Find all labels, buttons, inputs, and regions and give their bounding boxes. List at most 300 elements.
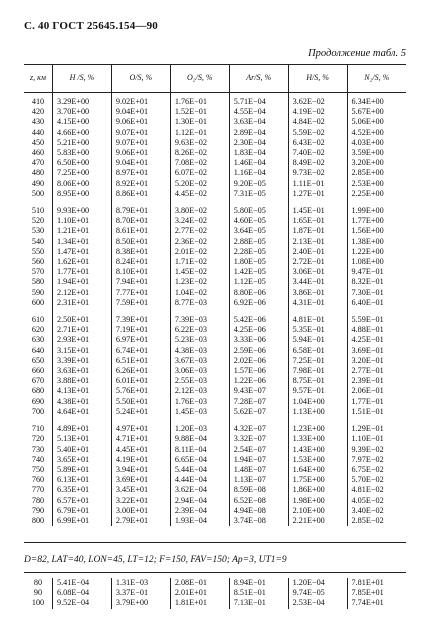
value-cell: 8.77E−03	[170, 298, 229, 308]
table-row	[24, 496, 406, 506]
value-cell: 2.28E−05	[229, 247, 288, 257]
altitude-cell: 760	[31, 475, 45, 485]
value-cell: 1.53E+00	[288, 455, 347, 465]
table-row	[24, 455, 406, 465]
table-bottom-rule	[24, 542, 406, 543]
altitude-cell: 690	[31, 396, 45, 406]
altitude-cell: 670	[31, 376, 45, 386]
value-cell: 2.53E+00	[347, 179, 406, 189]
sub-table-top-rule	[24, 572, 406, 573]
altitude-cell: 600	[31, 297, 45, 307]
value-cell: 1.13E+00	[288, 407, 347, 417]
altitude-cell: 420	[31, 107, 45, 117]
value-cell: 7.30E−01	[347, 288, 406, 298]
value-cell: 5.50E+01	[111, 397, 170, 407]
value-cell: 6.58E−01	[288, 346, 347, 356]
value-cell: 7.19E+01	[111, 325, 170, 335]
value-cell: 8.50E+01	[111, 237, 170, 247]
value-cell: 1.22E+00	[347, 247, 406, 257]
value-cell: 3.94E+01	[111, 465, 170, 475]
value-cell: 6.57E+01	[53, 496, 112, 506]
table-row	[24, 226, 406, 236]
altitude-cell: 740	[31, 454, 45, 464]
altitude-cell: 540	[31, 236, 45, 246]
table-row	[24, 445, 406, 455]
value-cell: 1.56E+00	[347, 226, 406, 236]
value-cell: 4.13E+01	[53, 386, 112, 396]
value-cell: 6.34E+00	[347, 93, 406, 108]
table-row	[24, 346, 406, 356]
table-row	[24, 128, 406, 138]
col-header: O/S, %	[111, 65, 170, 93]
value-cell: 4.25E−06	[229, 325, 288, 335]
value-cell: 1.21E+01	[53, 226, 112, 236]
value-cell: 1.48E−07	[229, 465, 288, 475]
value-cell: 5.13E+01	[53, 434, 112, 444]
value-cell: 6.43E−02	[288, 138, 347, 148]
altitude-cell: 550	[31, 246, 45, 256]
sub-table	[24, 578, 406, 609]
value-cell: 3.63E−04	[229, 117, 288, 127]
value-cell: 2.06E−01	[347, 386, 406, 396]
value-cell: 1.76E−03	[170, 397, 229, 407]
value-cell: 8.94E−01	[229, 578, 288, 588]
table-row	[24, 267, 406, 277]
value-cell: 1.81E+01	[170, 598, 229, 608]
altitude-cell: 100	[31, 598, 45, 608]
table-row	[24, 93, 406, 108]
value-cell: 6.51E+01	[111, 356, 170, 366]
value-cell: 1.76E−01	[170, 93, 229, 108]
altitude-cell: 720	[31, 434, 45, 444]
altitude-cell: 800	[31, 515, 45, 525]
table-row	[24, 288, 406, 298]
value-cell: 2.55E−03	[170, 376, 229, 386]
value-cell: 5.41E−04	[53, 578, 112, 588]
value-cell: 9.07E+01	[111, 138, 170, 148]
value-cell: 3.74E−08	[229, 516, 288, 526]
altitude-cell: 730	[31, 444, 45, 454]
altitude-cell: 780	[31, 495, 45, 505]
value-cell: 4.89E+01	[53, 417, 112, 434]
value-cell: 6.79E+01	[53, 506, 112, 516]
value-cell: 1.04E+00	[288, 397, 347, 407]
value-cell: 4.45E−02	[170, 189, 229, 199]
value-cell: 5.89E+01	[53, 465, 112, 475]
value-cell: 1.42E−05	[229, 267, 288, 277]
value-cell: 7.40E−02	[288, 148, 347, 158]
value-cell: 3.29E+00	[53, 93, 112, 108]
value-cell: 2.94E−04	[170, 496, 229, 506]
altitude-cell: 530	[31, 226, 45, 236]
value-cell: 1.52E−01	[170, 107, 229, 117]
altitude-cell: 510	[31, 206, 45, 216]
value-cell: 7.81E+01	[347, 578, 406, 588]
value-cell: 1.16E−04	[229, 168, 288, 178]
value-cell: 2.39E−01	[347, 376, 406, 386]
value-cell: 6.22E−03	[170, 325, 229, 335]
value-cell: 5.35E−01	[288, 325, 347, 335]
value-cell: 1.11E−01	[288, 179, 347, 189]
value-cell: 5.94E−01	[288, 335, 347, 345]
value-cell: 4.71E+01	[111, 434, 170, 444]
value-cell: 1.12E−01	[170, 128, 229, 138]
value-cell: 4.97E+01	[111, 417, 170, 434]
value-cell: 1.23E+00	[288, 417, 347, 434]
value-cell: 2.77E−01	[347, 366, 406, 376]
value-cell: 4.25E−01	[347, 335, 406, 345]
value-cell: 6.52E−08	[229, 496, 288, 506]
value-cell: 9.07E+01	[111, 128, 170, 138]
value-cell: 5.67E+00	[347, 107, 406, 117]
value-cell: 8.06E+00	[53, 179, 112, 189]
value-cell: 7.08E−02	[170, 158, 229, 168]
value-cell: 4.55E−04	[229, 107, 288, 117]
value-cell: 4.64E+01	[53, 407, 112, 417]
value-cell: 3.33E−06	[229, 335, 288, 345]
value-cell: 3.88E+01	[53, 376, 112, 386]
col-header: z, км	[24, 65, 53, 93]
altitude-cell: 430	[31, 117, 45, 127]
value-cell: 7.59E+01	[111, 298, 170, 308]
value-cell: 2.30E−04	[229, 138, 288, 148]
table-row	[24, 516, 406, 526]
table-row	[24, 158, 406, 168]
value-cell: 5.24E+01	[111, 407, 170, 417]
value-cell: 3.86E−01	[288, 288, 347, 298]
table-row	[24, 506, 406, 516]
table-row	[24, 216, 406, 226]
value-cell: 2.02E−06	[229, 356, 288, 366]
value-cell: 1.04E−02	[170, 288, 229, 298]
value-cell: 8.75E−01	[288, 376, 347, 386]
table-row	[24, 376, 406, 386]
value-cell: 1.22E−06	[229, 376, 288, 386]
table-header-row	[24, 65, 406, 93]
value-cell: 7.85E+01	[347, 588, 406, 598]
table-row	[24, 199, 406, 216]
value-cell: 2.77E−02	[170, 226, 229, 236]
value-cell: 2.21E+00	[288, 516, 347, 526]
value-cell: 8.49E−02	[288, 158, 347, 168]
value-cell: 7.77E+01	[111, 288, 170, 298]
value-cell: 5.76E+01	[111, 386, 170, 396]
value-cell: 2.31E+01	[53, 298, 112, 308]
value-cell: 9.43E−07	[229, 386, 288, 396]
value-cell: 4.31E−01	[288, 298, 347, 308]
value-cell: 1.77E+01	[53, 267, 112, 277]
value-cell: 5.83E+00	[53, 148, 112, 158]
altitude-cell: 590	[31, 287, 45, 297]
value-cell: 1.47E+01	[53, 247, 112, 257]
value-cell: 3.45E+01	[111, 485, 170, 495]
value-cell: 9.39E−02	[347, 445, 406, 455]
value-cell: 2.50E+01	[53, 308, 112, 325]
value-cell: 2.10E+00	[288, 506, 347, 516]
value-cell: 8.32E−01	[347, 277, 406, 287]
value-cell: 9.74E−05	[288, 588, 347, 598]
value-cell: 1.86E+00	[288, 485, 347, 495]
conditions-line: D=82, LAT=40, LON=45, LT=12; F=150, FAV=150; Ap=3, UT1=9	[24, 555, 287, 565]
value-cell: 8.61E+01	[111, 226, 170, 236]
value-cell: 3.39E+01	[53, 356, 112, 366]
value-cell: 1.43E+00	[288, 445, 347, 455]
value-cell: 3.37E−01	[111, 588, 170, 598]
value-cell: 1.13E−07	[229, 475, 288, 485]
value-cell: 3.80E−02	[170, 199, 229, 216]
value-cell: 8.59E−08	[229, 485, 288, 495]
value-cell: 9.47E−01	[347, 267, 406, 277]
table-row	[24, 485, 406, 495]
value-cell: 4.38E+01	[53, 397, 112, 407]
value-cell: 4.88E−01	[347, 325, 406, 335]
altitude-cell: 700	[31, 406, 45, 416]
table-row	[24, 148, 406, 158]
value-cell: 1.08E+00	[347, 257, 406, 267]
value-cell: 2.88E−05	[229, 237, 288, 247]
value-cell: 3.70E+00	[53, 107, 112, 117]
value-cell: 5.59E−02	[288, 128, 347, 138]
table-row	[24, 308, 406, 325]
value-cell: 1.20E−03	[170, 417, 229, 434]
value-cell: 1.45E−01	[288, 199, 347, 216]
value-cell: 1.20E−04	[288, 578, 347, 588]
table-row	[24, 247, 406, 257]
value-cell: 3.62E−04	[170, 485, 229, 495]
value-cell: 3.06E−01	[288, 267, 347, 277]
value-cell: 2.08E−01	[170, 578, 229, 588]
data-table	[24, 64, 406, 526]
table-row	[24, 465, 406, 475]
value-cell: 4.44E−04	[170, 475, 229, 485]
value-cell: 3.69E+01	[111, 475, 170, 485]
value-cell: 3.64E−05	[229, 226, 288, 236]
value-cell: 1.87E−01	[288, 226, 347, 236]
value-cell: 9.20E−05	[229, 179, 288, 189]
altitude-cell: 520	[31, 216, 45, 226]
value-cell: 8.10E+01	[111, 267, 170, 277]
value-cell: 4.60E−05	[229, 216, 288, 226]
altitude-cell: 770	[31, 485, 45, 495]
value-cell: 1.75E+00	[288, 475, 347, 485]
value-cell: 5.23E−03	[170, 335, 229, 345]
value-cell: 9.88E−04	[170, 434, 229, 444]
value-cell: 5.59E−01	[347, 308, 406, 325]
value-cell: 7.25E−01	[288, 356, 347, 366]
value-cell: 3.00E+01	[111, 506, 170, 516]
value-cell: 3.20E−01	[347, 356, 406, 366]
value-cell: 7.31E−05	[229, 189, 288, 199]
value-cell: 4.81E−02	[347, 485, 406, 495]
value-cell: 1.77E−01	[347, 397, 406, 407]
table-row	[24, 397, 406, 407]
table-row	[24, 277, 406, 287]
value-cell: 9.04E+01	[111, 158, 170, 168]
value-cell: 5.06E+00	[347, 117, 406, 127]
value-cell: 5.62E−07	[229, 407, 288, 417]
value-cell: 4.03E+00	[347, 138, 406, 148]
altitude-cell: 560	[31, 257, 45, 267]
altitude-cell: 440	[31, 127, 45, 137]
altitude-cell: 620	[31, 325, 45, 335]
table-row	[24, 189, 406, 199]
table-row	[24, 117, 406, 127]
altitude-cell: 750	[31, 464, 45, 474]
value-cell: 7.39E−03	[170, 308, 229, 325]
value-cell: 9.63E−02	[170, 138, 229, 148]
value-cell: 4.19E+01	[111, 455, 170, 465]
value-cell: 1.33E+00	[288, 434, 347, 444]
table-row	[24, 138, 406, 148]
altitude-cell: 630	[31, 335, 45, 345]
altitude-cell: 710	[31, 424, 45, 434]
altitude-cell: 450	[31, 137, 45, 147]
altitude-cell: 580	[31, 277, 45, 287]
col-header: Ar/S, %	[229, 65, 288, 93]
value-cell: 1.30E−01	[170, 117, 229, 127]
value-cell: 1.12E−05	[229, 277, 288, 287]
value-cell: 5.42E−06	[229, 308, 288, 325]
value-cell: 6.97E+01	[111, 335, 170, 345]
value-cell: 3.62E−02	[288, 93, 347, 108]
value-cell: 6.08E−04	[53, 588, 112, 598]
table-row	[24, 386, 406, 396]
value-cell: 3.65E+01	[53, 455, 112, 465]
value-cell: 4.52E+00	[347, 128, 406, 138]
table-row	[24, 434, 406, 444]
value-cell: 1.45E−02	[170, 267, 229, 277]
table-row	[24, 598, 406, 608]
value-cell: 8.97E+01	[111, 168, 170, 178]
altitude-cell: 790	[31, 505, 45, 515]
value-cell: 8.11E−04	[170, 445, 229, 455]
value-cell: 3.20E+00	[347, 158, 406, 168]
altitude-cell: 480	[31, 168, 45, 178]
altitude-cell: 80	[33, 578, 43, 587]
value-cell: 1.10E−01	[347, 434, 406, 444]
table-row	[24, 407, 406, 417]
value-cell: 3.22E+01	[111, 496, 170, 506]
value-cell: 8.86E+01	[111, 189, 170, 199]
value-cell: 6.65E−04	[170, 455, 229, 465]
table-row	[24, 179, 406, 189]
value-cell: 3.63E+01	[53, 366, 112, 376]
table-row	[24, 168, 406, 178]
value-cell: 1.99E+00	[347, 199, 406, 216]
value-cell: 8.51E−01	[229, 588, 288, 598]
value-cell: 2.36E−02	[170, 237, 229, 247]
value-cell: 4.15E+00	[53, 117, 112, 127]
value-cell: 6.99E+01	[53, 516, 112, 526]
page-header: С. 40 ГОСТ 25645.154—90	[24, 20, 158, 32]
altitude-cell: 650	[31, 355, 45, 365]
value-cell: 3.44E−01	[288, 277, 347, 287]
value-cell: 2.13E−01	[288, 237, 347, 247]
value-cell: 2.54E−07	[229, 445, 288, 455]
value-cell: 3.15E+01	[53, 346, 112, 356]
value-cell: 1.64E+00	[288, 465, 347, 475]
value-cell: 4.19E−02	[288, 107, 347, 117]
value-cell: 3.59E+00	[347, 148, 406, 158]
table-row	[24, 298, 406, 308]
value-cell: 7.94E+01	[111, 277, 170, 287]
value-cell: 3.69E−01	[347, 346, 406, 356]
value-cell: 9.57E−01	[288, 386, 347, 396]
table-row	[24, 237, 406, 247]
value-cell: 4.94E−08	[229, 506, 288, 516]
value-cell: 1.45E−03	[170, 407, 229, 417]
altitude-cell: 660	[31, 366, 45, 376]
value-cell: 4.05E−02	[347, 496, 406, 506]
value-cell: 3.32E−07	[229, 434, 288, 444]
value-cell: 3.79E+00	[111, 598, 170, 608]
value-cell: 4.32E−07	[229, 417, 288, 434]
value-cell: 1.51E−01	[347, 407, 406, 417]
value-cell: 2.93E+01	[53, 335, 112, 345]
col-header: H /S, %	[53, 65, 112, 93]
value-cell: 8.92E+01	[111, 179, 170, 189]
value-cell: 3.24E−02	[170, 216, 229, 226]
value-cell: 2.01E+01	[170, 588, 229, 598]
value-cell: 9.06E+01	[111, 148, 170, 158]
col-header: H/S, %	[288, 65, 347, 93]
value-cell: 2.12E+01	[53, 288, 112, 298]
value-cell: 6.01E+01	[111, 376, 170, 386]
col-header: O₂/S, %	[170, 65, 229, 93]
value-cell: 6.75E−02	[347, 465, 406, 475]
value-cell: 4.84E−02	[288, 117, 347, 127]
value-cell: 7.25E+00	[53, 168, 112, 178]
value-cell: 9.06E+01	[111, 117, 170, 127]
value-cell: 1.93E−04	[170, 516, 229, 526]
value-cell: 5.80E−05	[229, 199, 288, 216]
value-cell: 4.38E−03	[170, 346, 229, 356]
value-cell: 7.28E−07	[229, 397, 288, 407]
value-cell: 1.38E+00	[347, 237, 406, 247]
value-cell: 6.35E+01	[53, 485, 112, 495]
value-cell: 9.93E+00	[53, 199, 112, 216]
value-cell: 2.72E−01	[288, 257, 347, 267]
value-cell: 8.70E+01	[111, 216, 170, 226]
table-row	[24, 335, 406, 345]
value-cell: 2.01E−02	[170, 247, 229, 257]
value-cell: 1.62E+01	[53, 257, 112, 267]
table-row	[24, 475, 406, 485]
value-cell: 5.20E−02	[170, 179, 229, 189]
value-cell: 8.79E+01	[111, 199, 170, 216]
value-cell: 1.46E−04	[229, 158, 288, 168]
value-cell: 1.98E+00	[288, 496, 347, 506]
value-cell: 4.45E+01	[111, 445, 170, 455]
altitude-cell: 90	[33, 588, 43, 598]
table-row	[24, 356, 406, 366]
value-cell: 2.71E+01	[53, 325, 112, 335]
value-cell: 1.71E−02	[170, 257, 229, 267]
value-cell: 1.65E−01	[288, 216, 347, 226]
table-row	[24, 417, 406, 434]
value-cell: 4.66E+00	[53, 128, 112, 138]
value-cell: 3.06E−03	[170, 366, 229, 376]
altitude-cell: 460	[31, 148, 45, 158]
value-cell: 1.94E+01	[53, 277, 112, 287]
altitude-cell: 410	[31, 97, 45, 106]
value-cell: 7.97E−02	[347, 455, 406, 465]
value-cell: 5.70E−02	[347, 475, 406, 485]
value-cell: 7.74E+01	[347, 598, 406, 608]
value-cell: 6.13E+01	[53, 475, 112, 485]
value-cell: 2.12E−03	[170, 386, 229, 396]
value-cell: 1.27E−01	[288, 189, 347, 199]
